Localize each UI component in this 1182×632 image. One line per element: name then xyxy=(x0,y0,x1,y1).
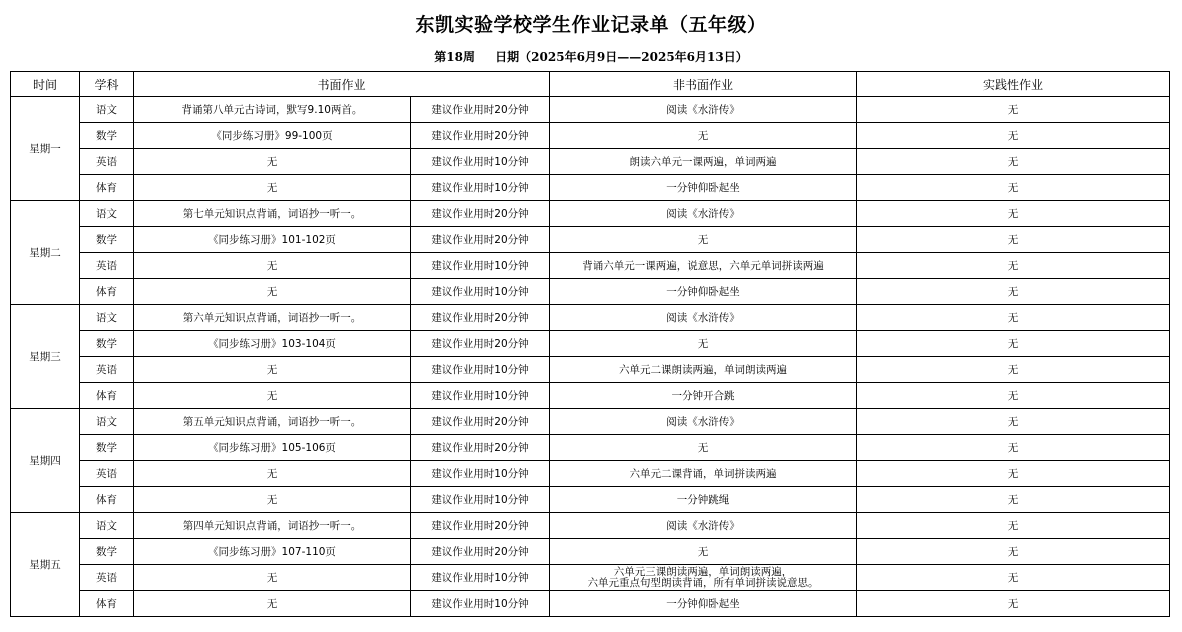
practice-homework-cell: 无 xyxy=(857,357,1170,383)
written-homework-cell: 背诵第八单元古诗词，默写9.10两首。 xyxy=(134,97,411,123)
practice-homework-cell: 无 xyxy=(857,435,1170,461)
suggested-time-cell: 建议作业用时20分钟 xyxy=(411,227,550,253)
written-homework-cell: 无 xyxy=(134,487,411,513)
table-row xyxy=(11,305,1170,331)
table-row xyxy=(11,149,1170,175)
table-row xyxy=(11,383,1170,409)
day-cell: 星期三 xyxy=(11,305,80,409)
table-row xyxy=(11,461,1170,487)
suggested-time-cell: 建议作业用时20分钟 xyxy=(411,513,550,539)
nonwritten-homework-cell: 背诵六单元一课两遍，说意思，六单元单词拼读两遍 xyxy=(550,253,857,279)
suggested-time-cell: 建议作业用时10分钟 xyxy=(411,461,550,487)
written-homework-cell: 无 xyxy=(134,591,411,617)
page-subtitle xyxy=(0,48,1182,65)
header-written: 书面作业 xyxy=(134,72,550,97)
written-homework-cell: 无 xyxy=(134,383,411,409)
practice-homework-cell: 无 xyxy=(857,175,1170,201)
practice-homework-cell: 无 xyxy=(857,305,1170,331)
nonwritten-homework-cell: 一分钟仰卧起坐 xyxy=(550,279,857,305)
nonwritten-homework-cell: 一分钟仰卧起坐 xyxy=(550,591,857,617)
practice-homework-cell: 无 xyxy=(857,227,1170,253)
subject-cell: 英语 xyxy=(80,149,134,175)
subject-cell: 英语 xyxy=(80,565,134,591)
suggested-time-cell: 建议作业用时10分钟 xyxy=(411,357,550,383)
practice-homework-cell: 无 xyxy=(857,565,1170,591)
day-cell: 星期二 xyxy=(11,201,80,305)
suggested-time-cell: 建议作业用时10分钟 xyxy=(411,383,550,409)
header-row xyxy=(11,72,1170,97)
suggested-time-cell: 建议作业用时20分钟 xyxy=(411,435,550,461)
suggested-time-cell: 建议作业用时20分钟 xyxy=(411,409,550,435)
week-label: 第18周 xyxy=(434,50,475,64)
table-row xyxy=(11,409,1170,435)
table-row xyxy=(11,487,1170,513)
subject-cell: 语文 xyxy=(80,305,134,331)
written-homework-cell: 《同步练习册》101-102页 xyxy=(134,227,411,253)
nonwritten-homework-cell: 阅读《水浒传》 xyxy=(550,513,857,539)
suggested-time-cell: 建议作业用时20分钟 xyxy=(411,123,550,149)
suggested-time-cell: 建议作业用时20分钟 xyxy=(411,331,550,357)
nonwritten-line: 六单元三课朗读两遍，单词朗读两遍， xyxy=(613,565,793,578)
subject-cell: 英语 xyxy=(80,357,134,383)
table-row xyxy=(11,97,1170,123)
subject-cell: 英语 xyxy=(80,253,134,279)
table-row xyxy=(11,539,1170,565)
practice-homework-cell: 无 xyxy=(857,383,1170,409)
subject-cell: 体育 xyxy=(80,487,134,513)
written-homework-cell: 无 xyxy=(134,565,411,591)
practice-homework-cell: 无 xyxy=(857,331,1170,357)
table-row xyxy=(11,513,1170,539)
subject-cell: 数学 xyxy=(80,331,134,357)
subject-cell: 英语 xyxy=(80,461,134,487)
subject-cell: 体育 xyxy=(80,279,134,305)
header-time: 时间 xyxy=(11,72,80,97)
suggested-time-cell: 建议作业用时10分钟 xyxy=(411,565,550,591)
nonwritten-homework-cell: 无 xyxy=(550,331,857,357)
suggested-time-cell: 建议作业用时10分钟 xyxy=(411,279,550,305)
nonwritten-homework-cell: 朗读六单元一课两遍，单词两遍 xyxy=(550,149,857,175)
suggested-time-cell: 建议作业用时20分钟 xyxy=(411,305,550,331)
nonwritten-homework-cell: 无 xyxy=(550,227,857,253)
date-range: 日期（2025年6月9日——2025年6月13日） xyxy=(495,50,748,64)
suggested-time-cell: 建议作业用时10分钟 xyxy=(411,175,550,201)
nonwritten-homework-cell xyxy=(550,565,857,591)
subject-cell: 体育 xyxy=(80,591,134,617)
practice-homework-cell: 无 xyxy=(857,279,1170,305)
written-homework-cell: 无 xyxy=(134,253,411,279)
written-homework-cell: 《同步练习册》105-106页 xyxy=(134,435,411,461)
practice-homework-cell: 无 xyxy=(857,97,1170,123)
practice-homework-cell: 无 xyxy=(857,149,1170,175)
written-homework-cell: 第五单元知识点背诵，词语抄一听一。 xyxy=(134,409,411,435)
subject-cell: 语文 xyxy=(80,409,134,435)
table-row xyxy=(11,227,1170,253)
subject-cell: 语文 xyxy=(80,201,134,227)
header-practice: 实践性作业 xyxy=(857,72,1170,97)
nonwritten-homework-cell: 六单元二课背诵，单词拼读两遍 xyxy=(550,461,857,487)
suggested-time-cell: 建议作业用时10分钟 xyxy=(411,487,550,513)
subject-cell: 数学 xyxy=(80,123,134,149)
practice-homework-cell: 无 xyxy=(857,513,1170,539)
written-homework-cell: 无 xyxy=(134,357,411,383)
written-homework-cell: 《同步练习册》103-104页 xyxy=(134,331,411,357)
nonwritten-homework-cell: 无 xyxy=(550,123,857,149)
nonwritten-homework-cell: 阅读《水浒传》 xyxy=(550,409,857,435)
nonwritten-homework-cell: 阅读《水浒传》 xyxy=(550,97,857,123)
table-row xyxy=(11,565,1170,591)
subject-cell: 数学 xyxy=(80,435,134,461)
subject-cell: 语文 xyxy=(80,97,134,123)
practice-homework-cell: 无 xyxy=(857,461,1170,487)
header-subject: 学科 xyxy=(80,72,134,97)
subject-cell: 数学 xyxy=(80,227,134,253)
suggested-time-cell: 建议作业用时20分钟 xyxy=(411,539,550,565)
suggested-time-cell: 建议作业用时10分钟 xyxy=(411,591,550,617)
header-nonwritten: 非书面作业 xyxy=(550,72,857,97)
table-row xyxy=(11,253,1170,279)
subject-cell: 体育 xyxy=(80,175,134,201)
nonwritten-homework-cell: 一分钟跳绳 xyxy=(550,487,857,513)
table-row xyxy=(11,123,1170,149)
practice-homework-cell: 无 xyxy=(857,487,1170,513)
table-row xyxy=(11,435,1170,461)
practice-homework-cell: 无 xyxy=(857,539,1170,565)
written-homework-cell: 无 xyxy=(134,279,411,305)
subject-cell: 语文 xyxy=(80,513,134,539)
homework-table xyxy=(10,71,1170,617)
suggested-time-cell: 建议作业用时20分钟 xyxy=(411,97,550,123)
written-homework-cell: 第四单元知识点背诵，词语抄一听一。 xyxy=(134,513,411,539)
subject-cell: 体育 xyxy=(80,383,134,409)
nonwritten-homework-cell: 阅读《水浒传》 xyxy=(550,305,857,331)
suggested-time-cell: 建议作业用时10分钟 xyxy=(411,149,550,175)
written-homework-cell: 无 xyxy=(134,461,411,487)
table-row xyxy=(11,201,1170,227)
table-row xyxy=(11,357,1170,383)
nonwritten-homework-cell: 一分钟开合跳 xyxy=(550,383,857,409)
nonwritten-homework-cell: 六单元二课朗读两遍，单词朗读两遍 xyxy=(550,357,857,383)
practice-homework-cell: 无 xyxy=(857,201,1170,227)
nonwritten-line: 六单元重点句型朗读背诵，所有单词拼读说意思。 xyxy=(587,576,819,589)
day-cell: 星期一 xyxy=(11,97,80,201)
day-cell: 星期五 xyxy=(11,513,80,617)
nonwritten-homework-cell: 阅读《水浒传》 xyxy=(550,201,857,227)
homework-body xyxy=(11,97,1170,617)
table-row xyxy=(11,175,1170,201)
written-homework-cell: 第七单元知识点背诵，词语抄一听一。 xyxy=(134,201,411,227)
table-row xyxy=(11,331,1170,357)
practice-homework-cell: 无 xyxy=(857,409,1170,435)
nonwritten-homework-cell: 一分钟仰卧起坐 xyxy=(550,175,857,201)
written-homework-cell: 无 xyxy=(134,175,411,201)
day-cell: 星期四 xyxy=(11,409,80,513)
suggested-time-cell: 建议作业用时10分钟 xyxy=(411,253,550,279)
written-homework-cell: 第六单元知识点背诵，词语抄一听一。 xyxy=(134,305,411,331)
page-title: 东凯实验学校学生作业记录单（五年级） xyxy=(415,14,767,36)
written-homework-cell: 《同步练习册》107-110页 xyxy=(134,539,411,565)
practice-homework-cell: 无 xyxy=(857,123,1170,149)
subject-cell: 数学 xyxy=(80,539,134,565)
practice-homework-cell: 无 xyxy=(857,591,1170,617)
practice-homework-cell: 无 xyxy=(857,253,1170,279)
suggested-time-cell: 建议作业用时20分钟 xyxy=(411,201,550,227)
written-homework-cell: 无 xyxy=(134,149,411,175)
table-row xyxy=(11,279,1170,305)
nonwritten-homework-cell: 无 xyxy=(550,539,857,565)
table-row xyxy=(11,591,1170,617)
written-homework-cell: 《同步练习册》99-100页 xyxy=(134,123,411,149)
nonwritten-homework-cell: 无 xyxy=(550,435,857,461)
